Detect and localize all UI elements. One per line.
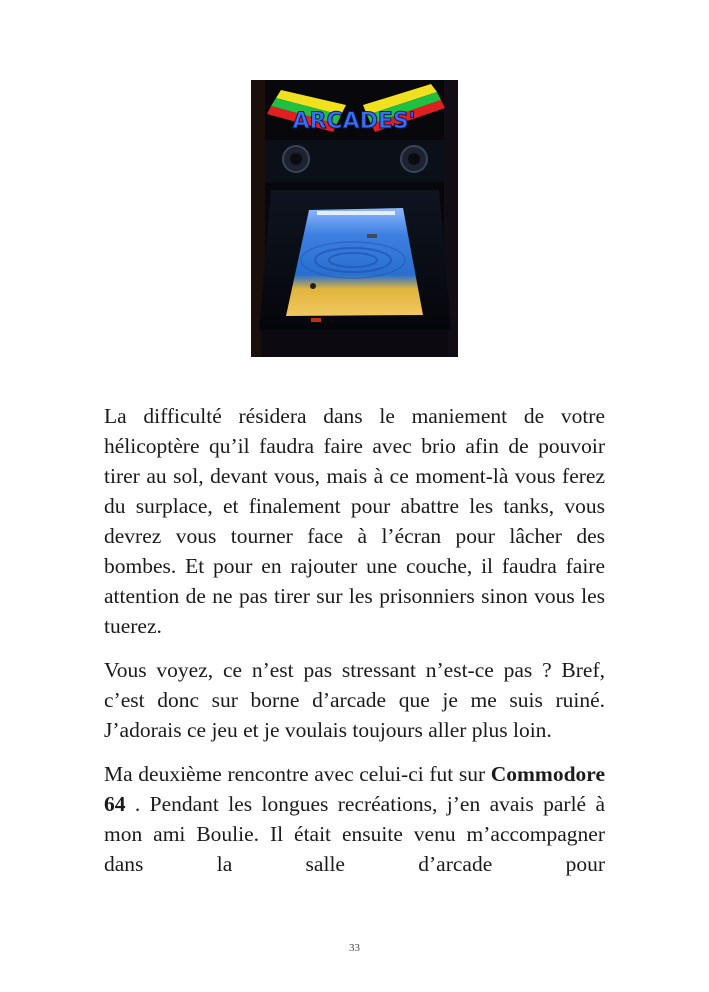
marquee-sign-text: ARCADES' bbox=[292, 109, 416, 134]
paragraph-3-bold-term: Commodore 64 bbox=[104, 762, 605, 816]
paragraph-3 bbox=[104, 759, 605, 879]
paragraph-1: La difficulté résidera dans le maniement de votre hélicoptère qu’il faudra faire avec brio afin de pouvoir tirer au sol, devant vous, mais à ce moment-là vous ferez du surplace, et finalement pour abattre les tanks, vous devrez vous tourner face à l’écran pour lâcher des bombes. Et pour en rajouter une couche, il faudra faire attention de ne pas tirer sur les prisonniers sinon vous les tuerez. bbox=[104, 404, 605, 638]
body-text bbox=[104, 401, 605, 893]
arcade-cabinet-illustration bbox=[251, 80, 458, 357]
paragraph-3-before: Ma deuxième rencontre avec celui-ci fut sur bbox=[104, 762, 491, 786]
arcade-cabinet-photo bbox=[251, 80, 458, 357]
page-number: 33 bbox=[349, 942, 360, 954]
paragraph-2: Vous voyez, ce n’est pas stressant n’est-ce pas ? Bref, c’est donc sur borne d’arcade que je me suis ruiné. J’adorais ce jeu et je voulais toujours aller plus loin. bbox=[104, 658, 605, 742]
paragraph-3-after: . Pendant les longues recréations, j’en avais parlé à mon ami Boulie. Il était ensuite venu m’accompagner dans la salle d’arcade pour bbox=[104, 792, 605, 876]
